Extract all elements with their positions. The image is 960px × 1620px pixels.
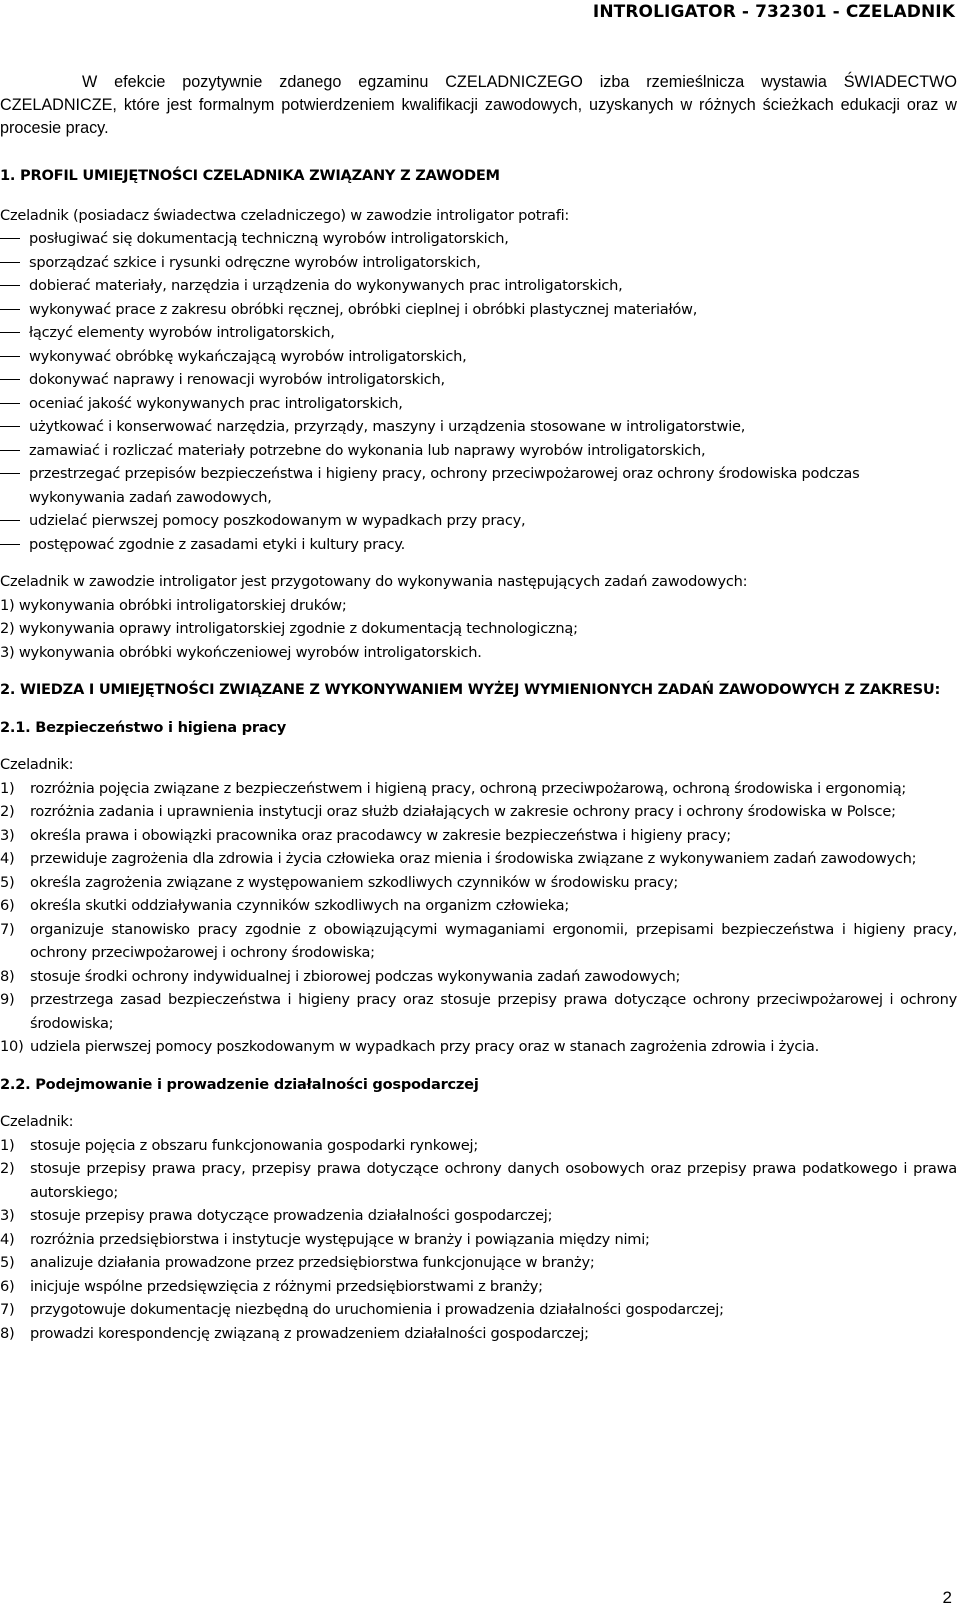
list-item: [0, 1228, 957, 1252]
list-item: dokonywać naprawy i renowacji wyrobów introligatorskich,: [0, 368, 957, 392]
business-list: [0, 1134, 957, 1346]
list-item: postępować zgodnie z zasadami etyki i kultury pracy.: [0, 533, 957, 557]
list-item: [0, 894, 957, 918]
list-item-number: 1): [0, 779, 15, 797]
list-item: [0, 847, 957, 871]
tasks-lead: Czeladnik w zawodzie introligator jest przygotowany do wykonywania następujących zadań zawodowych:: [0, 573, 748, 590]
list-item: dobierać materiały, narzędzia i urządzenia do wykonywanych prac introligatorskich,: [0, 274, 957, 298]
page-header-title: INTROLIGATOR - 732301 - CZELADNIK: [592, 2, 955, 22]
list-item-text: inicjuje wspólne przedsięwzięcia z różnymi przedsiębiorstwami z branży;: [30, 1277, 543, 1295]
list-item: przestrzegać przepisów bezpieczeństwa i higieny pracy, ochrony przeciwpożarowej oraz ochrony środowiska podczas wykonywania zadań zawodowych,: [0, 462, 957, 509]
list-item: sporządzać szkice i rysunki odręczne wyrobów introligatorskich,: [0, 251, 957, 275]
list-item-number: 2): [0, 1160, 15, 1177]
list-item-text: określa skutki oddziaływania czynników szkodliwych na organizm człowieka;: [30, 897, 570, 914]
list-item-number: 5): [0, 873, 15, 891]
list-item: [0, 617, 957, 641]
list-item-number: 8): [0, 1324, 15, 1342]
bhp-list: [0, 777, 957, 1059]
list-item-number: 3): [0, 643, 15, 661]
section-1-lead: Czeladnik (posiadacz świadectwa czeladniczego) w zawodzie introligator potrafi:: [0, 206, 570, 224]
list-item-text: prowadzi korespondencję związaną z prowadzeniem działalności gospodarczej;: [30, 1324, 589, 1342]
list-item: oceniać jakość wykonywanych prac introligatorskich,: [0, 392, 957, 416]
list-item-text: przewiduje zagrożenia dla zdrowia i życia człowieka oraz mienia i środowiska związane z wykonywaniem zadań zawodowych;: [30, 850, 917, 867]
list-item-number: 1): [0, 1136, 15, 1154]
list-item-number: 4): [0, 1230, 15, 1248]
list-item-number: 9): [0, 991, 15, 1008]
list-item-number: 8): [0, 967, 15, 985]
list-item-text: wykonywania obróbki introligatorskiej druków;: [18, 596, 347, 614]
list-item-number: 3): [0, 826, 15, 844]
list-item-number: 7): [0, 920, 15, 938]
list-item-text: rozróżnia przedsiębiorstwa i instytucje występujące w branży i powiązania między nimi;: [30, 1230, 650, 1248]
list-item-text: określa prawa i obowiązki pracownika oraz pracodawcy w zakresie bezpieczeństwa i higieny pracy;: [30, 826, 731, 844]
list-item-number: 2): [0, 620, 15, 637]
list-item-number: 6): [0, 1277, 15, 1295]
list-item-number: 10): [0, 1038, 24, 1055]
section-2-2-lead: Czeladnik:: [0, 1113, 74, 1130]
list-item: [0, 1275, 957, 1299]
list-item: [0, 871, 957, 895]
list-item-text: udziela pierwszej pomocy poszkodowanym w wypadkach przy pracy oraz w stanach zagrożenia zdrowia i życia.: [30, 1038, 820, 1055]
list-item-number: 3): [0, 1207, 15, 1224]
list-item-number: 4): [0, 850, 15, 867]
list-item-text: przestrzega zasad bezpieczeństwa i higieny pracy oraz stosuje przepisy prawa dotyczące ochrony przeciwpożarowej i ochrony środowiska;: [30, 991, 957, 1032]
list-item-text: określa zagrożenia związane z występowaniem szkodliwych czynników w środowisku pracy;: [30, 873, 679, 891]
skills-list: [0, 227, 957, 556]
section-2-1-lead: Czeladnik:: [0, 756, 74, 773]
list-item: [0, 777, 957, 801]
list-item: łączyć elementy wyrobów introligatorskich,: [0, 321, 957, 345]
document-body: [0, 164, 957, 1345]
list-item: [0, 965, 957, 989]
list-item-text: rozróżnia pojęcia związane z bezpieczeństwem i higieną pracy, ochroną przeciwpożarową, ochroną środowiska i ergonomią;: [30, 779, 907, 797]
list-item: [0, 1035, 957, 1059]
list-item: [0, 594, 957, 618]
list-item-text: analizuje działania prowadzone przez przedsiębiorstwa funkcjonujące w branży;: [30, 1254, 595, 1271]
list-item: [0, 1322, 957, 1346]
list-item: wykonywać obróbkę wykańczającą wyrobów introligatorskich,: [0, 345, 957, 369]
list-item-number: 7): [0, 1301, 15, 1318]
list-item: [0, 918, 957, 965]
list-item: [0, 1157, 957, 1204]
list-item-text: przygotowuje dokumentację niezbędną do uruchomienia i prowadzenia działalności gospodarczej;: [30, 1301, 724, 1318]
list-item: [0, 824, 957, 848]
list-item-number: 5): [0, 1254, 15, 1271]
list-item-text: stosuje przepisy prawa dotyczące prowadzenia działalności gospodarczej;: [30, 1207, 553, 1224]
list-item: użytkować i konserwować narzędzia, przyrządy, maszyny i urządzenia stosowane w introligatorstwie,: [0, 415, 957, 439]
list-item: wykonywać prace z zakresu obróbki ręcznej, obróbki cieplnej i obróbki plastycznej materiałów,: [0, 298, 957, 322]
list-item-text: stosuje przepisy prawa pracy, przepisy prawa dotyczące ochrony danych osobowych oraz przepisy prawa podatkowego i prawa autorskiego;: [30, 1160, 957, 1201]
list-item: [0, 641, 957, 665]
intro-paragraph: W efekcie pozytywnie zdanego egzaminu CZELADNICZEGO izba rzemieślnicza wystawia ŚWIADECTWO CZELADNICZE, które jest formalnym potwierdzeniem kwalifikacji zawodowych, uzyskanych w różnych ścieżkach edukacji oraz w procesie pracy.: [0, 73, 957, 137]
list-item: [0, 1251, 957, 1275]
section-1-heading: 1. PROFIL UMIEJĘTNOŚCI CZELADNIKA ZWIĄZANY Z ZAWODEM: [0, 167, 500, 184]
section-2-2-heading: 2.2. Podejmowanie i prowadzenie działalności gospodarczej: [0, 1075, 479, 1093]
list-item-number: 1): [0, 596, 15, 614]
list-item-text: stosuje pojęcia z obszaru funkcjonowania gospodarki rynkowej;: [30, 1136, 479, 1154]
section-2-1-heading: 2.1. Bezpieczeństwo i higiena pracy: [0, 718, 287, 736]
list-item-text: wykonywania obróbki wykończeniowej wyrobów introligatorskich.: [18, 643, 482, 661]
list-item-text: rozróżnia zadania i uprawnienia instytucji oraz służb działających w zakresie ochrony pracy i ochrony środowiska w Polsce;: [30, 803, 896, 820]
list-item: posługiwać się dokumentacją techniczną wyrobów introligatorskich,: [0, 227, 957, 251]
list-item: [0, 1204, 957, 1228]
list-item-number: 6): [0, 897, 15, 914]
list-item: [0, 800, 957, 824]
page-number: 2: [942, 1588, 952, 1607]
list-item: udzielać pierwszej pomocy poszkodowanym w wypadkach przy pracy,: [0, 509, 957, 533]
list-item-text: stosuje środki ochrony indywidualnej i zbiorowej podczas wykonywania zadań zawodowych;: [30, 967, 681, 985]
list-item: [0, 988, 957, 1035]
list-item-text: organizuje stanowisko pracy zgodnie z obowiązującymi wymaganiami ergonomii, przepisami bezpieczeństwa i higieny pracy, ochrony przeciwpożarowej i ochrony środowiska;: [30, 920, 957, 961]
list-item: zamawiać i rozliczać materiały potrzebne do wykonania lub naprawy wyrobów introligatorskich,: [0, 439, 957, 463]
list-item: [0, 1134, 957, 1158]
tasks-list: [0, 594, 957, 665]
list-item: [0, 1298, 957, 1322]
section-2-heading: 2. WIEDZA I UMIEJĘTNOŚCI ZWIĄZANE Z WYKONYWANIEM WYŻEJ WYMIENIONYCH ZADAŃ ZAWODOWYCH Z ZAKRESU:: [0, 681, 941, 698]
list-item-text: wykonywania oprawy introligatorskiej zgodnie z dokumentacją technologiczną;: [18, 620, 578, 637]
list-item-number: 2): [0, 803, 15, 820]
